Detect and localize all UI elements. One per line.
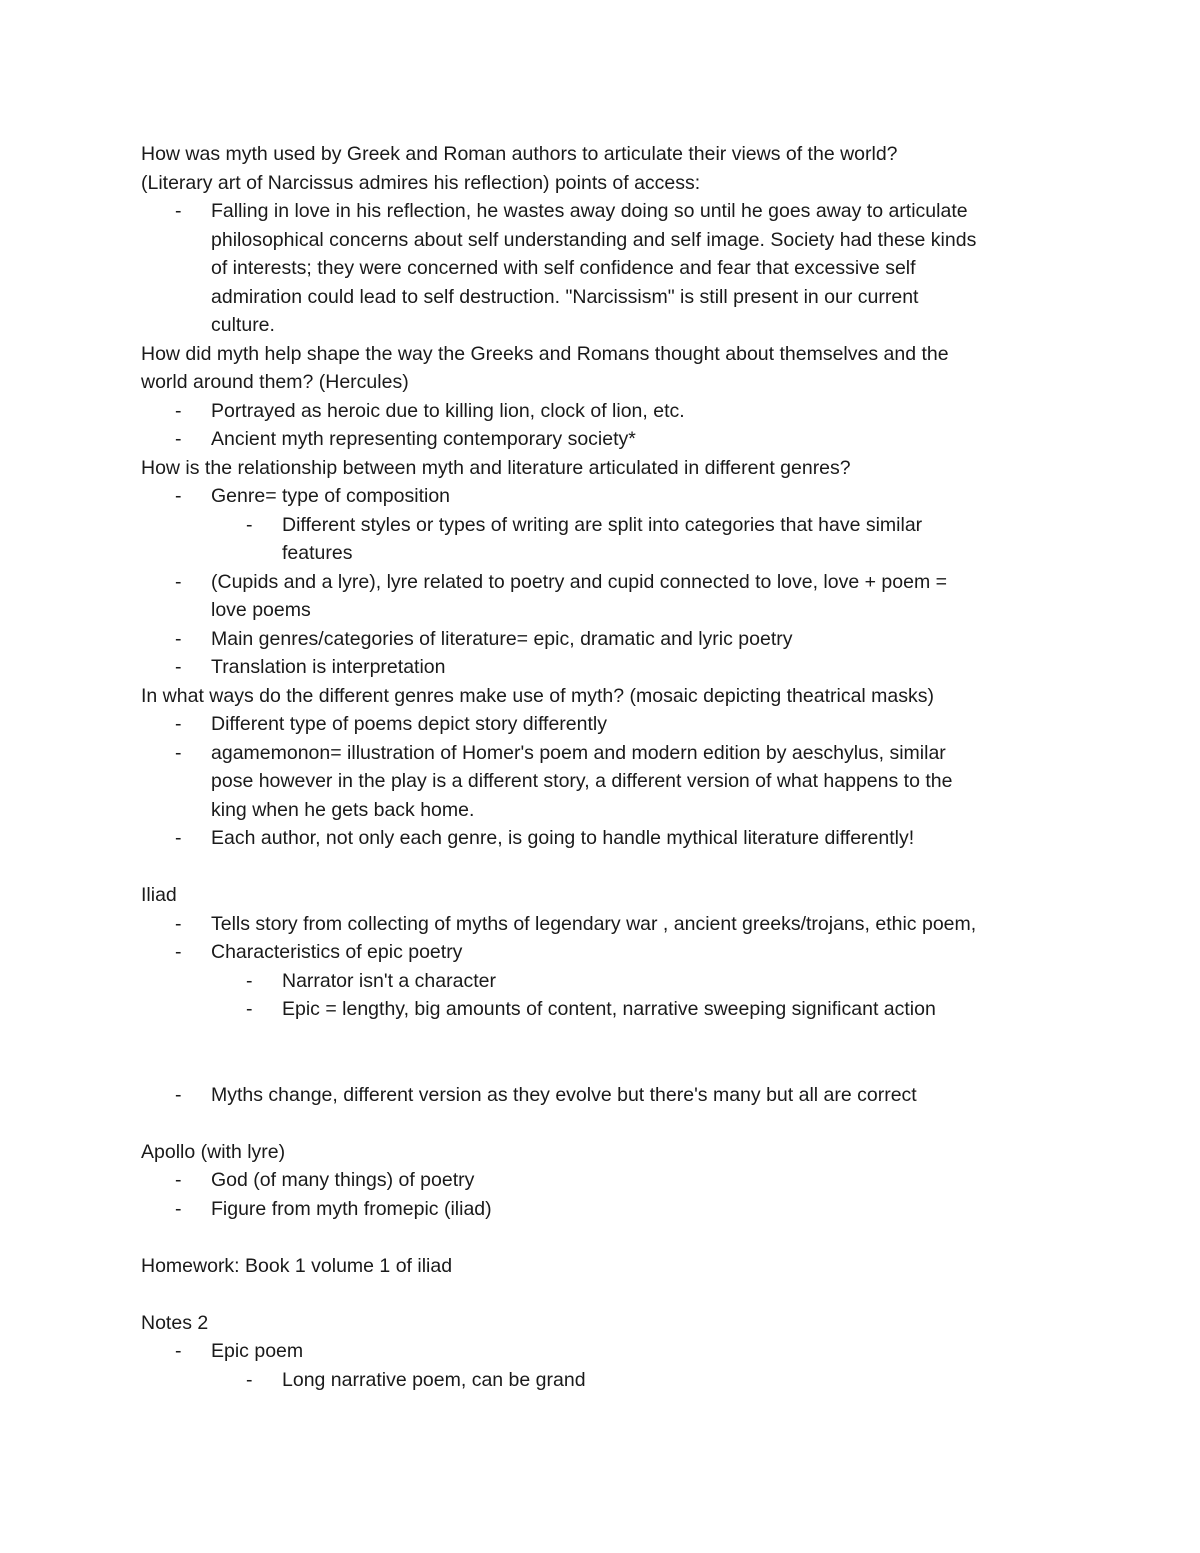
heading-line [141,454,1081,483]
dash-bullet: - [175,570,182,593]
line-text: Tells story from collecting of myths of legendary war , ancient greeks/trojans, ethic poem, [211,912,977,935]
bullet-item [141,739,1081,768]
line-text: philosophical concerns about self understanding and self image. Society had these kinds [211,228,977,251]
dash-bullet: - [175,941,182,963]
blank-line [141,1109,1081,1138]
bullet-item [141,1337,1081,1366]
line-text: (Literary art of Narcissus admires his reflection) points of access: [141,171,701,194]
line-text: Different styles or types of writing are split into categories that have similar [282,513,923,536]
line-text: agamemonon= illustration of Homer's poem and modern edition by aeschylus, similar [211,741,946,764]
bullet-item [141,425,1081,454]
bullet-item [141,967,1081,996]
line-text: Iliad [141,884,177,906]
line-text: God (of many things) of poetry [211,1169,475,1191]
bullet-item [141,511,1081,540]
bullet-continuation [141,254,1081,283]
dash-bullet: - [175,428,182,450]
dash-bullet: - [246,513,253,536]
line-text: Translation is interpretation [211,656,446,678]
line-text: admiration could lead to self destruction. "Narcissism" is still present in our current [211,285,919,308]
dash-bullet: - [175,627,182,650]
notes-body [141,140,1081,1394]
line-text: Narrator isn't a character [282,969,496,992]
bullet-item [141,910,1081,939]
line-text: Characteristics of epic poetry [211,941,463,963]
heading-line [141,340,1081,369]
line-text: Different type of poems depict story differently [211,713,607,735]
line-text: world around them? (Hercules) [141,371,409,393]
dash-bullet: - [175,1340,182,1362]
blank-line [141,1052,1081,1081]
dash-bullet: - [175,912,182,935]
line-text: Genre= type of composition [211,485,451,507]
line-text: Figure from myth fromepic (iliad) [211,1197,492,1220]
bullet-continuation [141,283,1081,312]
bullet-continuation [141,767,1081,796]
dash-bullet: - [175,1197,182,1220]
line-text: Falling in love in his reflection, he wastes away doing so until he goes away to articulate [211,200,968,222]
bullet-item [141,710,1081,739]
bullet-continuation [141,796,1081,825]
dash-bullet: - [175,485,182,507]
dash-bullet: - [175,399,182,422]
dash-bullet: - [175,200,182,222]
dash-bullet: - [246,1368,253,1391]
bullet-continuation [141,226,1081,255]
heading-line [141,682,1081,711]
line-text: In what ways do the different genres make use of myth? (mosaic depicting theatrical masks) [141,684,935,707]
line-text: How did myth help shape the way the Greeks and Romans thought about themselves and the [141,342,949,365]
line-text: (Cupids and a lyre), lyre related to poetry and cupid connected to love, love + poem = [211,570,948,593]
line-text: Long narrative poem, can be grand [282,1368,586,1391]
line-text: love poems [211,599,311,621]
bullet-continuation [141,311,1081,340]
line-text: Main genres/categories of literature= epic, dramatic and lyric poetry [211,627,793,650]
blank-line [141,1280,1081,1309]
line-text: Notes 2 [141,1311,209,1334]
bullet-item [141,1195,1081,1224]
bullet-item [141,1081,1081,1110]
line-text: Homework: Book 1 volume 1 of iliad [141,1254,453,1277]
bullet-item [141,1366,1081,1395]
heading-line [141,140,1081,169]
blank-line [141,853,1081,882]
line-text: Myths change, different version as they evolve but there's many but all are correct [211,1083,917,1106]
bullet-item [141,482,1081,511]
dash-bullet: - [246,998,253,1020]
line-text: of interests; they were concerned with self confidence and fear that excessive self [211,257,916,279]
heading-line [141,1138,1081,1167]
dash-bullet: - [246,969,253,992]
dash-bullet: - [175,1169,182,1191]
bullet-continuation [141,596,1081,625]
line-text: Each author, not only each genre, is going to handle mythical literature differently! [211,827,915,849]
dash-bullet: - [175,741,182,764]
bullet-continuation [141,539,1081,568]
line-text: king when he gets back home. [211,798,475,821]
dash-bullet: - [175,827,182,849]
dash-bullet: - [175,713,182,735]
line-text: Epic = lengthy, big amounts of content, narrative sweeping significant action [282,998,936,1020]
heading-line [141,368,1081,397]
bullet-item [141,824,1081,853]
heading-line [141,1252,1081,1281]
dash-bullet: - [175,1083,182,1106]
bullet-item [141,625,1081,654]
bullet-item [141,568,1081,597]
blank-line [141,1223,1081,1252]
bullet-item [141,197,1081,226]
line-text: How was myth used by Greek and Roman authors to articulate their views of the world? [141,143,898,165]
line-text: How is the relationship between myth and literature articulated in different genres? [141,456,851,479]
blank-line [141,1024,1081,1053]
line-text: Portrayed as heroic due to killing lion, clock of lion, etc. [211,399,685,422]
bullet-item [141,397,1081,426]
heading-line [141,169,1081,198]
bullet-item [141,995,1081,1024]
heading-line [141,881,1081,910]
dash-bullet: - [175,656,182,678]
line-text: Apollo (with lyre) [141,1140,286,1163]
bullet-item [141,653,1081,682]
line-text: Epic poem [211,1340,304,1362]
bullet-item [141,938,1081,967]
line-text: Ancient myth representing contemporary society* [211,428,636,450]
line-text: pose however in the play is a different story, a different version of what happens to the [211,770,953,792]
line-text: features [282,542,353,564]
heading-line [141,1309,1081,1338]
bullet-item [141,1166,1081,1195]
line-text: culture. [211,314,275,336]
